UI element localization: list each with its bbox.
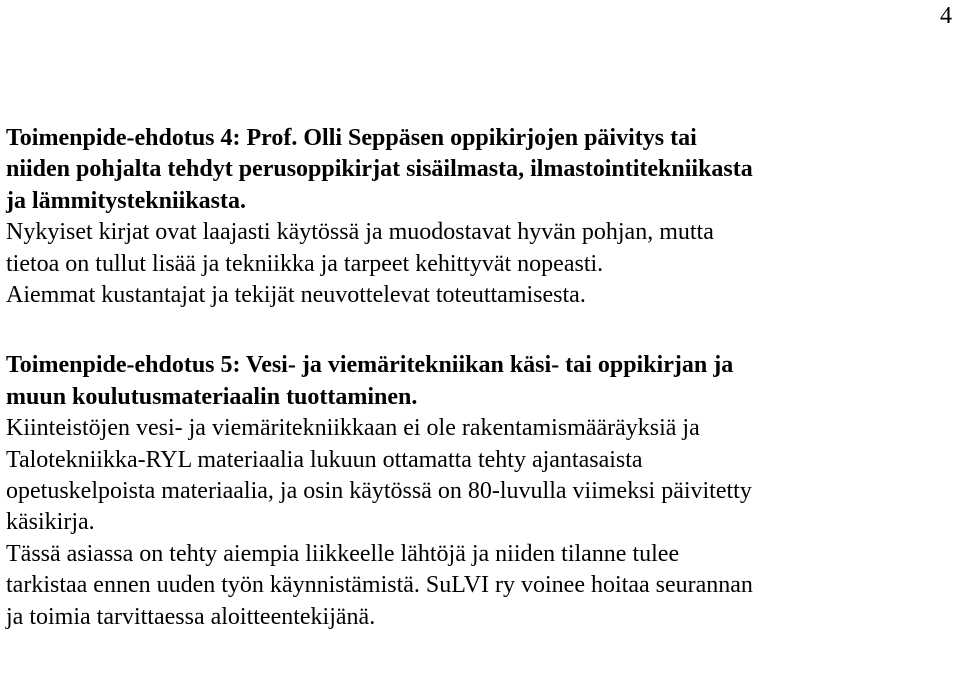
proposal-5-body-line: Talotekniikka-RYL materiaalia lukuun ottamatta tehty ajantasaista [6, 446, 643, 473]
proposal-5-body-line: Tässä asiassa on tehty aiempia liikkeelle lähtöjä ja niiden tilanne tulee [6, 540, 680, 567]
proposal-4-section [6, 123, 956, 311]
proposal-4-body-line: Aiemmat kustantajat ja tekijät neuvottelevat toteuttamisesta. [6, 282, 586, 309]
proposal-5-body-line: ja toimia tarvittaessa aloitteentekijänä. [6, 603, 376, 630]
proposal-5-heading-line: muun koulutusmateriaalin tuottaminen. [6, 383, 418, 410]
proposal-4-heading-line: ja lämmitystekniikasta. [6, 187, 246, 214]
proposal-4-heading-line: niiden pohjalta tehdyt perusoppikirjat sisäilmasta, ilmastointitekniikasta [6, 156, 753, 183]
proposal-5-body-line: tarkistaa ennen uuden työn käynnistämistä. SuLVI ry voinee hoitaa seurannan [6, 572, 753, 599]
paragraph-gap [6, 311, 956, 350]
proposal-4-body-line: Nykyiset kirjat ovat laajasti käytössä ja muodostavat hyvän pohjan, mutta [6, 219, 714, 246]
proposal-5-body-line: opetuskelpoista materiaalia, ja osin käytössä on 80-luvulla viimeksi päivitetty [6, 478, 752, 505]
document-body [6, 123, 956, 633]
proposal-5-body-line: käsikirja. [6, 509, 95, 536]
proposal-4-heading-line: Toimenpide-ehdotus 4: Prof. Olli Seppäsen oppikirjojen päivitys tai [6, 125, 697, 151]
proposal-4-body-line: tietoa on tullut lisää ja tekniikka ja tarpeet kehittyvät nopeasti. [6, 250, 604, 277]
proposal-5-section [6, 350, 956, 633]
page-number: 4 [940, 3, 952, 29]
proposal-5-heading-line: Toimenpide-ehdotus 5: Vesi- ja viemäritekniikan käsi- tai oppikirjan ja [6, 352, 734, 379]
proposal-5-body-line: Kiinteistöjen vesi- ja viemäritekniikkaan ei ole rakentamismääräyksiä ja [6, 415, 700, 442]
